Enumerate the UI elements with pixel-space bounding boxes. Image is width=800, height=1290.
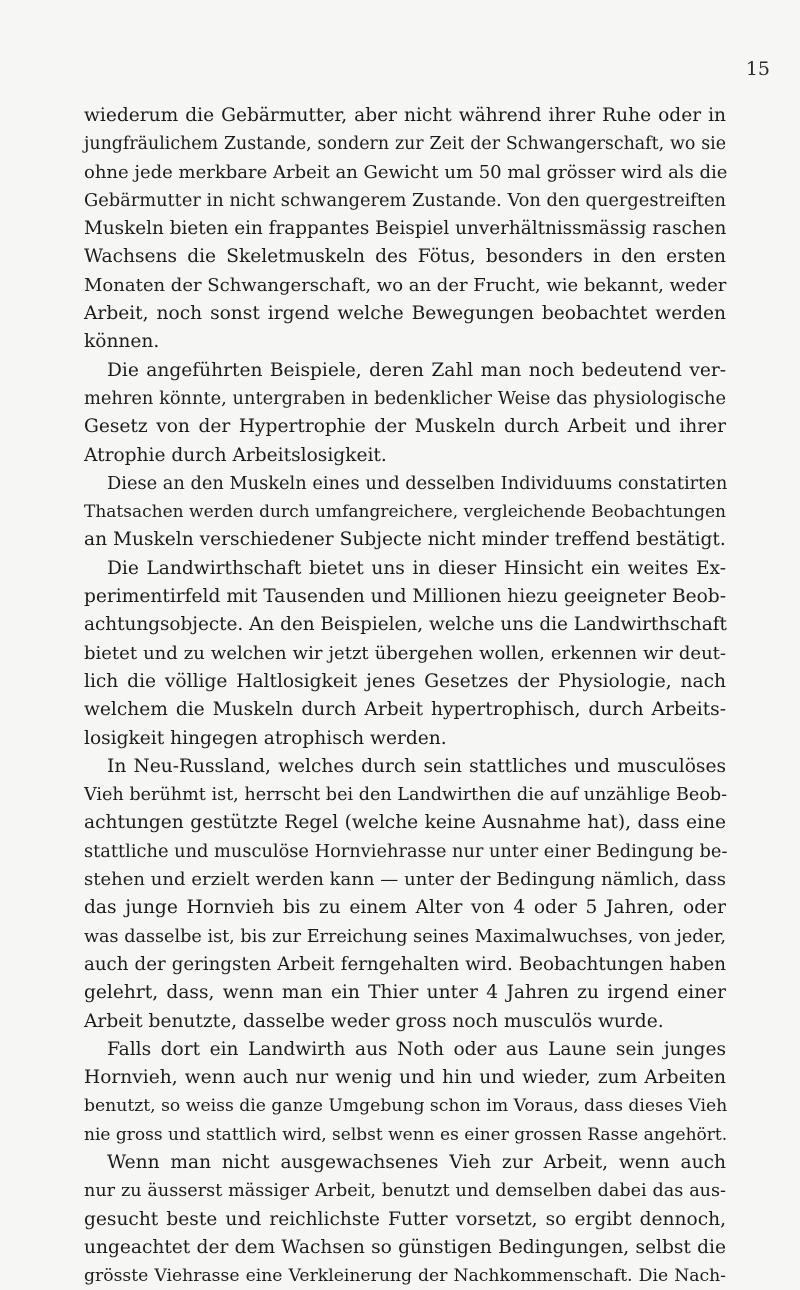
text-line: Gesetz von der Hypertrophie der Muskeln durch Arbeit und ihrer (84, 416, 726, 438)
text-line: welchem die Muskeln durch Arbeit hypertrophisch, durch Arbeits- (84, 699, 726, 721)
text-line: nur zu äusserst mässiger Arbeit, benutzt und demselben dabei das aus- (84, 1181, 726, 1202)
text-line: Muskeln bieten ein frappantes Beispiel unverhältnissmässig raschen (84, 218, 727, 240)
text-line: stattliche und musculöse Hornviehrasse nur unter einer Bedingung be- (84, 840, 728, 862)
page-number: 15 (745, 58, 770, 80)
text-line: auch der geringsten Arbeit ferngehalten wird. Beobachtungen haben (84, 953, 726, 975)
text-line: Arbeit benutzte, dasselbe weder gross noch musculös wurde. (84, 1010, 664, 1032)
text-line: Vieh berühmt ist, herrscht bei den Landwirthen die auf unzählige Beob- (84, 785, 728, 806)
body-text (84, 102, 726, 1290)
text-line: achtungsobjecte. An den Beispielen, welche uns die Landwirthschaft (84, 614, 727, 636)
text-line: In Neu-Russland, welches durch sein stattliches und musculöses (107, 755, 726, 777)
text-line: Die Landwirthschaft bietet uns in dieser Hinsicht ein weites Ex- (107, 557, 726, 579)
text-line: benutzt, so weiss die ganze Umgebung schon im Voraus, dass dieses Vieh (84, 1096, 728, 1117)
text-line: achtungen gestützte Regel (welche keine Ausnahme hat), dass eine (84, 812, 726, 834)
text-line: mehren könnte, untergraben in bedenklicher Weise das physiologische (84, 387, 726, 409)
text-line: Die angeführten Beispiele, deren Zahl man noch bedeutend ver- (107, 359, 726, 381)
text-line: ohne jede merkbare Arbeit an Gewicht um 50 mal grösser wird als die (84, 161, 728, 183)
text-line: ungeachtet der dem Wachsen so günstigen Bedingungen, selbst die (84, 1236, 726, 1258)
text-line: Monaten der Schwangerschaft, wo an der Frucht, wie bekannt, weder (84, 274, 727, 296)
text-line: gelehrt, dass, wenn man ein Thier unter 4 Jahren zu irgend einer (84, 982, 726, 1004)
text-line: Wenn man nicht ausgewachsenes Vieh zur Arbeit, wenn auch (107, 1151, 726, 1173)
text-line: lich die völlige Haltlosigkeit jenes Gesetzes der Physiologie, nach (84, 670, 726, 692)
text-line: grösste Viehrasse eine Verkleinerung der Nachkommenschaft. Die Nach- (84, 1266, 726, 1287)
text-line: Hornvieh, wenn auch nur wenig und hin und wieder, zum Arbeiten (84, 1067, 726, 1089)
text-line: wiederum die Gebärmutter, aber nicht während ihrer Ruhe oder in (84, 105, 726, 126)
text-line: Wachsens die Skeletmuskeln des Fötus, besonders in den ersten (84, 246, 726, 268)
text-line: bietet und zu welchen wir jetzt übergehen wollen, erkennen wir deut- (84, 642, 726, 664)
text-line: Falls dort ein Landwirth aus Noth oder aus Laune sein junges (107, 1038, 726, 1060)
text-line: was dasselbe ist, bis zur Erreichung seines Maximalwuchses, von jeder, (84, 926, 726, 947)
text-line: Atrophie durch Arbeitslosigkeit. (84, 444, 387, 466)
text-line: an Muskeln verschiedener Subjecte nicht minder treffend bestätigt. (84, 529, 726, 551)
text-line: jungfräulichem Zustande, sondern zur Zeit der Schwangerschaft, wo sie (84, 134, 726, 155)
text-line: stehen und erzielt werden kann — unter der Bedingung nämlich, dass (84, 869, 726, 891)
text-line: Gebärmutter in nicht schwangerem Zustande. Von den quergestreiften (84, 189, 726, 211)
text-line: losigkeit hingegen atrophisch werden. (84, 727, 447, 749)
text-line: das junge Hornvieh bis zu einem Alter von 4 oder 5 Jahren, oder (84, 897, 726, 919)
text-line: gesucht beste und reichlichste Futter vorsetzt, so ergibt dennoch, (84, 1208, 726, 1230)
text-line: Arbeit, noch sonst irgend welche Bewegungen beobachtet werden (84, 303, 726, 325)
text-line: perimentirfeld mit Tausenden und Millionen hiezu geeigneter Beob- (84, 586, 726, 608)
text-line: Diese an den Muskeln eines und desselben Individuums constatirten (107, 472, 728, 494)
text-line: können. (84, 331, 160, 353)
text-line: nie gross und stattlich wird, selbst wenn es einer grossen Rasse angehört. (84, 1124, 728, 1145)
text-line: Thatsachen werden durch umfangreichere, vergleichende Beobachtungen (84, 502, 726, 523)
